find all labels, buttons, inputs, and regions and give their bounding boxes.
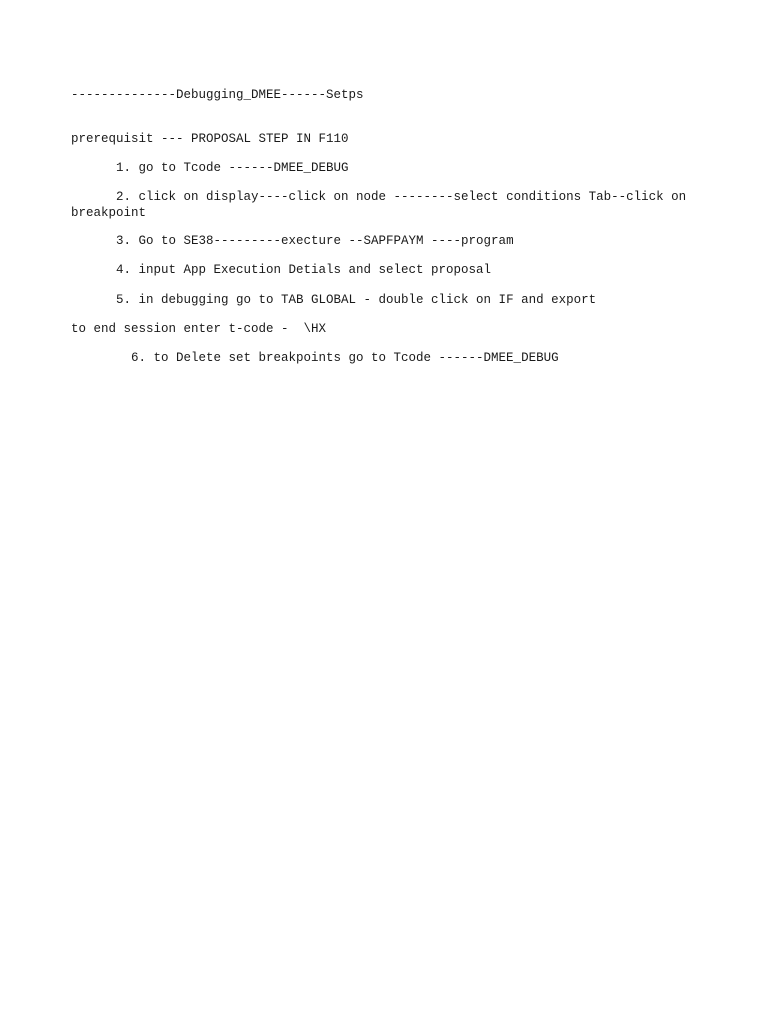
step-4: 4. input App Execution Detials and select proposal xyxy=(116,263,492,277)
step-3: 3. Go to SE38---------execture --SAPFPAYM ----program xyxy=(116,234,514,248)
document-title: --------------Debugging_DMEE------Setps xyxy=(71,88,364,102)
step-5: 5. in debugging go to TAB GLOBAL - double click on IF and export xyxy=(116,293,597,307)
step-6: 6. to Delete set breakpoints go to Tcode ------DMEE_DEBUG xyxy=(131,351,559,365)
end-session-line: to end session enter t-code - \HX xyxy=(71,322,327,336)
step-2: 2. click on display----click on node --------select conditions Tab--click on breakpoint xyxy=(71,190,694,220)
prerequisite-line: prerequisit --- PROPOSAL STEP IN F110 xyxy=(71,132,349,146)
step-1: 1. go to Tcode ------DMEE_DEBUG xyxy=(116,161,349,175)
